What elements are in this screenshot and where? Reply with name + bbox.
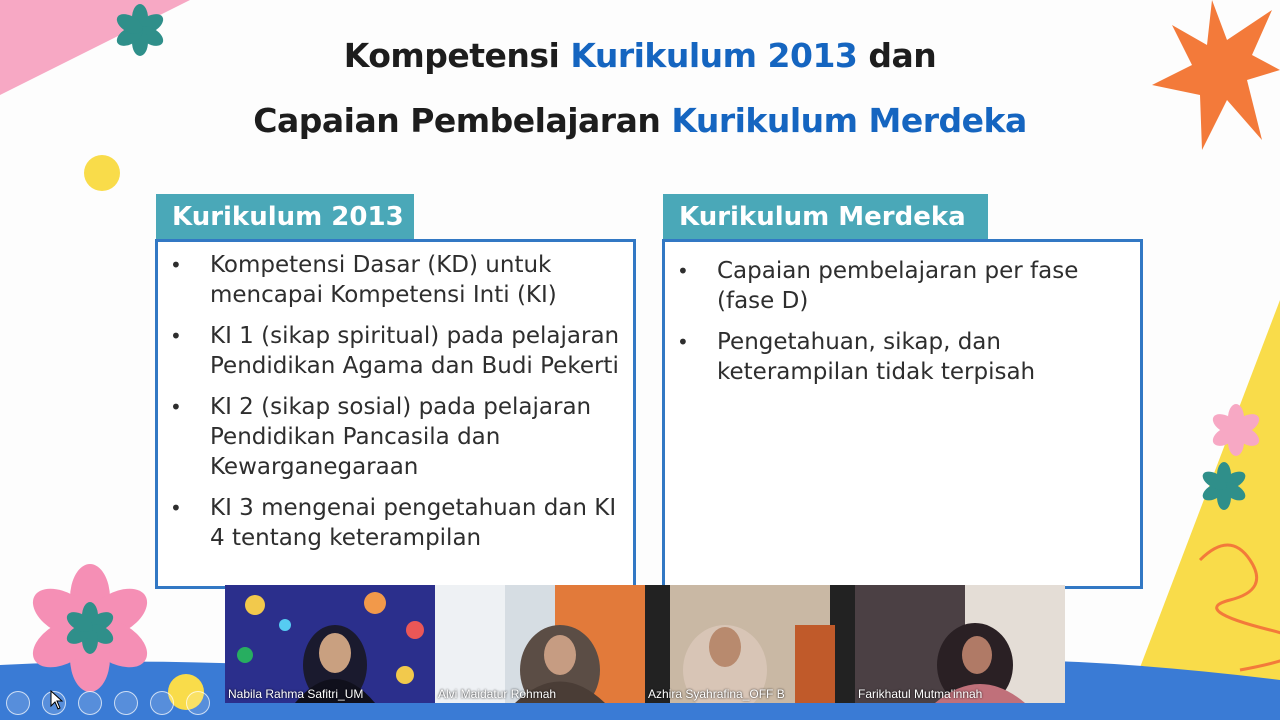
presentation-toolbar bbox=[0, 688, 220, 720]
mouse-cursor-icon bbox=[50, 690, 64, 710]
list-item bbox=[665, 256, 1140, 316]
participant-tile[interactable] bbox=[855, 585, 1065, 703]
bullet-icon: • bbox=[170, 496, 182, 520]
title-line-1-suffix: dan bbox=[857, 36, 937, 75]
pink-flower-bottom-decoration bbox=[20, 558, 160, 698]
right-panel-heading: Kurikulum Merdeka bbox=[663, 194, 988, 240]
participant-video-feed bbox=[645, 585, 855, 703]
bullet-icon: • bbox=[677, 259, 689, 283]
list-item-text: Capaian pembelajaran per fase (fase D) bbox=[717, 258, 1079, 314]
list-item bbox=[665, 327, 1140, 387]
bullet-icon: • bbox=[170, 253, 182, 277]
title-line-1-prefix: Kompetensi bbox=[343, 36, 571, 75]
more-icon[interactable] bbox=[186, 691, 210, 715]
title-line-2-accent: Kurikulum Merdeka bbox=[671, 101, 1027, 140]
left-panel-list bbox=[158, 242, 633, 553]
list-item bbox=[158, 321, 633, 381]
participant-tile[interactable] bbox=[645, 585, 855, 703]
yellow-dot-decoration bbox=[82, 153, 122, 193]
pink-flower-right-decoration bbox=[1206, 400, 1266, 460]
list-item bbox=[158, 493, 633, 553]
right-panel-box bbox=[662, 239, 1143, 589]
bullet-icon: • bbox=[170, 324, 182, 348]
slide-title-line-2 bbox=[0, 101, 1280, 140]
left-panel-box bbox=[155, 239, 636, 589]
list-item-text: KI 1 (sikap spiritual) pada pelajaran Pendidikan Agama dan Budi Pekerti bbox=[210, 323, 620, 379]
zoom-icon[interactable] bbox=[150, 691, 174, 715]
participant-name: Farikhatul Mutma'innah bbox=[858, 687, 983, 701]
participant-name: Azhira Syahrafina_OFF B bbox=[648, 687, 785, 701]
participant-video-feed bbox=[435, 585, 645, 703]
pages-icon[interactable] bbox=[114, 691, 138, 715]
list-item-text: KI 2 (sikap sosial) pada pelajaran Pendidikan Pancasila dan Kewarganegaraan bbox=[210, 394, 592, 480]
list-item-text: KI 3 mengenai pengetahuan dan KI 4 tentang keterampilan bbox=[210, 495, 617, 551]
bullet-icon: • bbox=[170, 395, 182, 419]
teal-flower-right-decoration bbox=[1196, 458, 1252, 514]
participant-video-strip bbox=[225, 585, 1065, 703]
participant-tile[interactable] bbox=[435, 585, 645, 703]
title-line-2-prefix: Capaian Pembelajaran bbox=[253, 101, 672, 140]
participant-video-feed bbox=[855, 585, 1065, 703]
pen-icon[interactable] bbox=[78, 691, 102, 715]
list-item bbox=[158, 392, 633, 482]
bullet-icon: • bbox=[677, 330, 689, 354]
list-item-text: Pengetahuan, sikap, dan keterampilan tidak terpisah bbox=[717, 329, 1036, 385]
title-line-1-accent: Kurikulum 2013 bbox=[570, 36, 858, 75]
right-panel-list bbox=[665, 242, 1140, 387]
participant-name: Nabila Rahma Safitri_UM bbox=[228, 687, 364, 701]
participant-name: Alvi Maidatur Rohmah bbox=[438, 687, 557, 701]
left-panel-heading: Kurikulum 2013 bbox=[156, 194, 414, 240]
participant-video-feed bbox=[225, 585, 435, 703]
slide-title-line-1 bbox=[0, 36, 1280, 75]
list-item bbox=[158, 250, 633, 310]
list-item-text: Kompetensi Dasar (KD) untuk mencapai Kompetensi Inti (KI) bbox=[210, 252, 557, 308]
participant-tile[interactable] bbox=[225, 585, 435, 703]
prev-slide-icon[interactable] bbox=[6, 691, 30, 715]
